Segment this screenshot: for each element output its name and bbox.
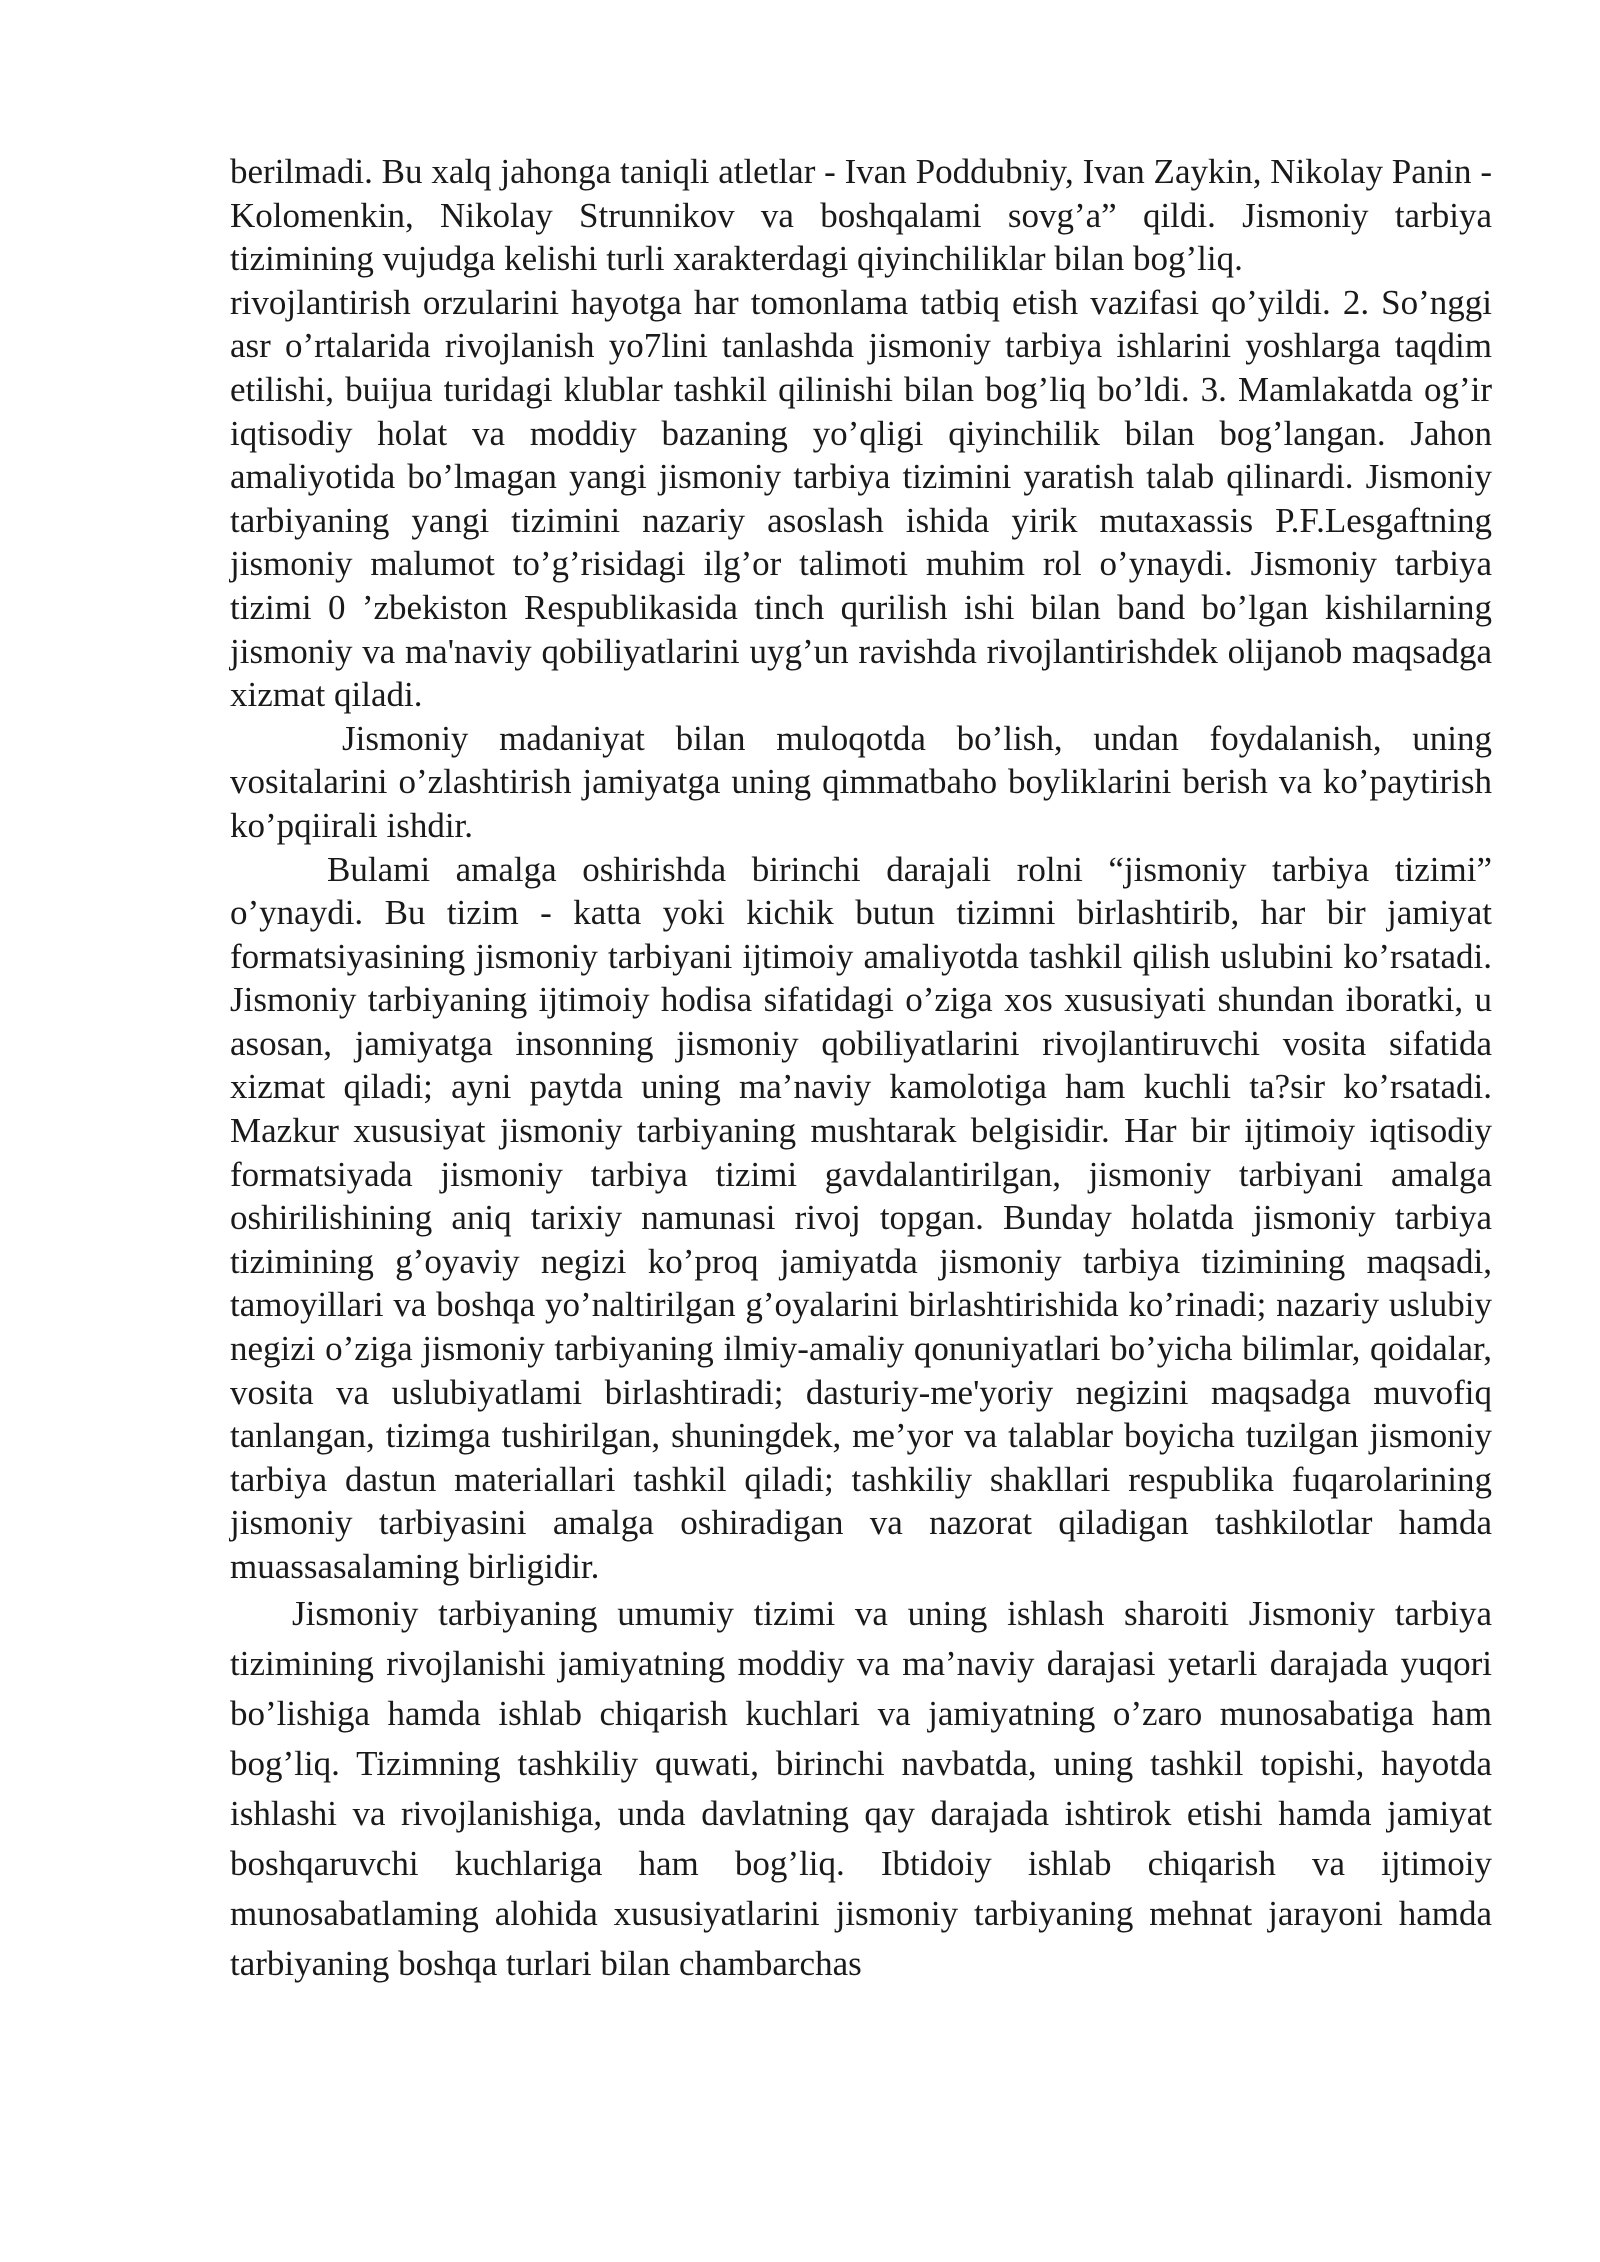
paragraph-2: rivojlantirish orzularini hayotga har tomonlama tatbiq etish vazifasi qo’yildi. 2. So’nggi asr o’rtalarida rivojlanish yo7lini tanlashda jismoniy tarbiya ishlarini yoshlarga taqdim etilishi, buijua turidagi klublar tashkil qilinishi bilan bog’liq bo’ldi. 3. Mamlakatda og’ir iqtisodiy holat va moddiy bazaning yo’qligi qiyinchilik bilan bog’langan. Jahon amaliyotida bo’lmagan yangi jismoniy tarbiya tizimini yaratish talab qilinardi. Jismoniy tarbiyaning yangi tizimini nazariy asoslash ishida yirik mutaxassis P.F.Lesgaftning jismoniy malumot to’g’risidagi ilg’or talimoti muhim rol o’ynaydi. Jismoniy tarbiya tizimi 0 ’zbekiston Respublikasida tinch qurilish ishi bilan band bo’lgan kishilarning jismoniy va ma'naviy qobiliyatlarini uyg’un ravishda rivojlantirishdek olijanob maqsadga xizmat qiladi. [230,282,1492,715]
paragraph-5: Jismoniy tarbiyaning umumiy tizimi va uning ishlash sharoiti Jismoniy tarbiya tizimining rivojlanishi jamiyatning moddiy va ma’naviy darajasi yetarli darajada yuqori bo’lishiga hamda ishlab chiqarish kuchlari va jamiyatning o’zaro munosabatiga ham bog’liq. Tizimning tashkiliy quwati, birinchi navbatda, uning tashkil topishi, hayotda ishlashi va rivojlanishiga, unda davlatning qay darajada ishtirok etishi hamda jamiyat boshqaruvchi kuchlariga ham bog’liq. Ibtidoiy ishlab chiqarish va ijtimoiy munosabatlaming alohida xususiyatlarini jismoniy tarbiyaning mehnat jarayoni hamda tarbiyaning boshqa turlari bilan chambarchas [230,1593,1492,1983]
paragraph-1: berilmadi. Bu xalq jahonga taniqli atletlar - Ivan Poddubniy, Ivan Zaykin, Nikolay Panin -Kolomenkin, Nikolay Strunnikov va boshqalami sovg’a” qildi. Jismoniy tarbiya tizimining vujudga kelishi turli xarakterdagi qiyinchiliklar bilan bog’liq. [230,152,1492,279]
paragraph-3: Jismoniy madaniyat bilan muloqotda bo’lish, undan foydalanish, uning vositalarini o’zlashtirish jamiyatga uning qimmatbaho boyliklarini berish va ko’paytirish ko’pqiirali ishdir. [230,718,1492,845]
document-page [230,150,1492,1989]
paragraph-4: Bulami amalga oshirishda birinchi darajali rolni “jismoniy tarbiya tizimi” o’ynaydi. Bu tizim - katta yoki kichik butun tizimni birlashtirib, har bir jamiyat formatsiyasining jismoniy tarbiyani ijtimoiy amaliyotda tashkil qilish uslubini ko’rsatadi. Jismoniy tarbiyaning ijtimoiy hodisa sifatidagi o’ziga xos xususiyati shundan iboratki, u asosan, jamiyatga insonning jismoniy qobiliyatlarini rivojlantiruvchi vosita sifatida xizmat qiladi; ayni paytda uning ma’naviy kamolotiga ham kuchli ta?sir ko’rsatadi. Mazkur xususiyat jismoniy tarbiyaning mushtarak belgisidir. Har bir ijtimoiy iqtisodiy formatsiyada jismoniy tarbiya tizimi gavdalantirilgan, jismoniy tarbiyani amalga oshirilishining aniq tarixiy namunasi rivoj topgan. Bunday holatda jismoniy tarbiya tizimining g’oyaviy negizi ko’proq jamiyatda jismoniy tarbiya tizimining maqsadi, tamoyillari va boshqa yo’naltirilgan g’oyalarini birlashtirishida ko’rinadi; nazariy uslubiy negizi o’ziga jismoniy tarbiyaning ilmiy-amaliy qonuniyatlari bo’yicha bilimlar, qoidalar, vosita va uslubiyatlami birlashtiradi; dasturiy-me'yoriy negizini maqsadga muvofiq tanlangan, tizimga tushirilgan, shuningdek, me’yor va talablar boyicha tuzilgan jismoniy tarbiya dastun materiallari tashkil qiladi; tashkiliy shakllari respublika fuqarolarining jismoniy tarbiyasini amalga oshiradigan va nazorat qiladigan tashkilotlar hamda muassasalaming birligidir. [230,849,1492,1586]
